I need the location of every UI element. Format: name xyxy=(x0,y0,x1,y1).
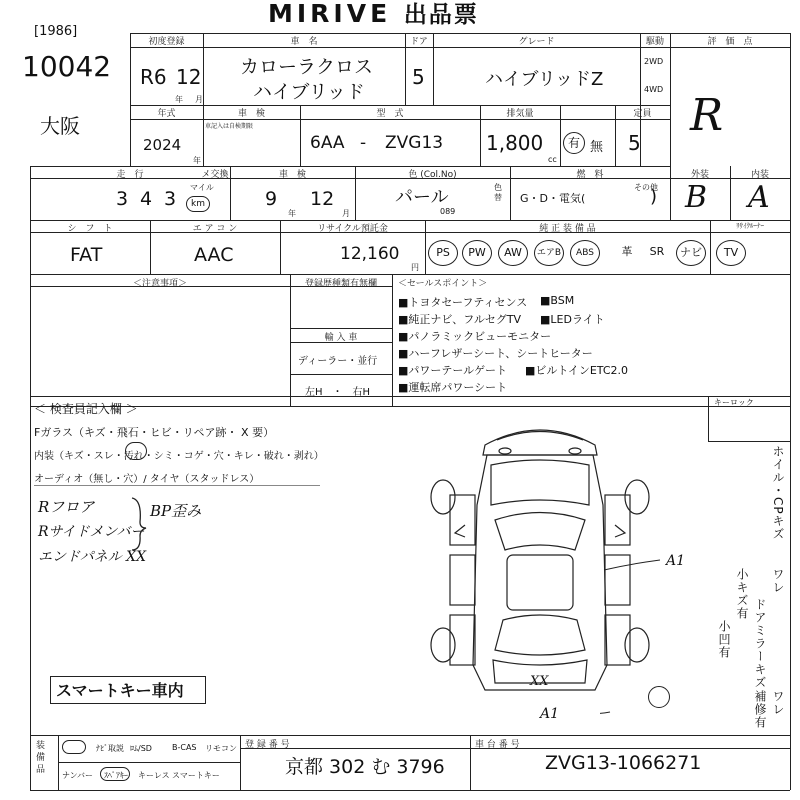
damage-mark-a1-right: A1 xyxy=(666,553,686,569)
label-key-lock: キーロック xyxy=(714,398,754,407)
label-chassis: 車 台 番 号 xyxy=(475,740,520,750)
km-circle xyxy=(186,196,210,212)
label-interior: 内装 xyxy=(750,170,769,180)
inspection-year-suffix: 年 xyxy=(288,209,296,218)
chassis-number: ZVG13-1066271 xyxy=(545,752,702,774)
handwritten-note-2: Rサイドメンバー xyxy=(38,524,145,540)
loading-circle-2 xyxy=(100,767,130,781)
aircon-value: AAC xyxy=(194,244,234,266)
color-value: パール xyxy=(395,187,449,208)
legend-vertical-1: ホイル・CPキズ xyxy=(771,445,785,541)
equipment-item: SR xyxy=(649,245,665,258)
label-meter-change: メ交換 xyxy=(201,170,229,180)
grade-value: ハイブリッドZ xyxy=(485,69,604,90)
sales-point-7: ■パワーテールゲート xyxy=(398,364,507,377)
mu-label: 無 xyxy=(590,140,604,155)
dealer-parallel: ディーラー・並行 xyxy=(298,356,378,367)
drive-2wd: 2WD xyxy=(644,57,664,66)
damage-mark-xx: XX xyxy=(530,674,549,689)
venue: 大阪 xyxy=(40,114,80,138)
model-year-value: 2024 xyxy=(143,136,182,154)
model-year-suffix: 年 xyxy=(193,156,201,165)
inspector-line-1: Fガラス（キズ・飛石・ヒビ・リペア跡・ X 要） xyxy=(34,426,275,439)
legend-vertical-5: 小キズ有 xyxy=(735,568,749,620)
sales-point-3: ■純正ナビ、フルセグTV xyxy=(398,313,522,326)
label-recycle: リサイクル預託金 xyxy=(317,224,388,234)
model-dash: - xyxy=(360,133,367,153)
km-label: km xyxy=(191,199,205,209)
damage-mark-a1-bottom: A1 xyxy=(540,706,560,722)
doc-title: 出品票 xyxy=(403,2,479,28)
car-name-line1: カローラクロス xyxy=(240,56,374,78)
equipment-item: PW xyxy=(462,240,492,266)
displacement-cc: cc xyxy=(548,155,557,164)
reg-month: 12 xyxy=(176,65,202,89)
color-no: 089 xyxy=(440,207,456,216)
label-aircon: エ ア コ ン xyxy=(192,224,238,234)
model-prefix: 6AA xyxy=(310,133,345,153)
loading-item-8: スマートキー xyxy=(172,771,220,780)
fuel-options: G・D・電気( xyxy=(520,192,586,205)
label-plate: 登 録 番 号 xyxy=(245,740,290,750)
ari-label: 有 xyxy=(567,136,580,150)
label-rating: 評 価 点 xyxy=(707,37,753,47)
label-mileage: 走 行 xyxy=(116,170,144,180)
handle-side: 左H ・ 右H xyxy=(305,387,371,398)
car-name-line2: ハイブリッド xyxy=(253,81,365,103)
label-displacement: 排気量 xyxy=(506,109,534,119)
label-inspection: 車 検 xyxy=(237,109,265,119)
drive-4wd: 4WD xyxy=(644,85,664,94)
equipment-item: エアB xyxy=(534,240,564,266)
plate-number: 京都 302 む 3796 xyxy=(285,756,445,778)
label-inspection2: 車 検 xyxy=(278,170,306,180)
equipment-item: ABS xyxy=(570,240,600,266)
shift-value: FAT xyxy=(70,244,103,266)
sales-point-4: ■LEDライト xyxy=(540,313,605,326)
sales-point-6: ■ハーフレザーシート、シートヒーター xyxy=(398,347,593,360)
loading-item-4: リモコン xyxy=(205,744,237,753)
capacity-value: 5 xyxy=(628,131,641,155)
inspection-note: 車記入は自検期限 xyxy=(205,123,254,130)
label-shift: シ フ ト xyxy=(67,224,113,234)
handwritten-note-4: BP歪み xyxy=(150,502,202,520)
mileage-digit-2: 4 xyxy=(140,188,153,210)
label-first-reg: 初度登録 xyxy=(148,37,185,47)
inspector-line-3: オーディオ（無し・穴）/ タイヤ（スタッドレス） xyxy=(34,474,260,485)
label-exterior: 外装 xyxy=(690,170,709,180)
fuel-close: ) xyxy=(650,186,658,207)
key-lock-circle xyxy=(648,686,670,708)
legend-vertical-7: 補修有 xyxy=(753,690,767,729)
fuel-other: その他 xyxy=(634,183,658,192)
loading-item-6: ｽﾍﾟｱｷｰ xyxy=(104,771,128,780)
legend-vertical-2: ワレ xyxy=(771,568,785,594)
label-equipment: 純 正 装 備 品 xyxy=(539,224,596,234)
handwritten-note-1: Rフロア xyxy=(38,498,95,516)
legend-vertical-6: 小凹有 xyxy=(717,620,731,659)
recycle-yen: 円 xyxy=(411,263,419,272)
reg-month-suffix: 月 xyxy=(195,95,203,104)
inspector-line-2: 内装（キズ・スレ・汚れ・シミ・コゲ・穴・キレ・破れ・剥れ） xyxy=(34,451,324,462)
score-value: R xyxy=(690,90,724,141)
equipment-item: 革 xyxy=(621,245,633,258)
sales-point-2: ■BSM xyxy=(540,294,575,307)
mileage-mile: マイル xyxy=(190,183,214,192)
label-car-name: 車 名 xyxy=(290,37,318,47)
color-change-label: 色替 xyxy=(494,183,502,202)
stain-circle xyxy=(125,442,147,460)
mileage-digit-1: 3 xyxy=(116,188,129,210)
exterior-grade: B xyxy=(685,180,708,215)
loading-item-7: キーレス xyxy=(138,771,170,780)
label-door: ドア xyxy=(410,37,428,47)
loading-item-3: B-CAS xyxy=(172,743,197,752)
legend-vertical-4: ワレ xyxy=(771,690,785,716)
label-loading: 装備品 xyxy=(36,741,46,775)
inspection-year: 9 xyxy=(265,188,278,210)
label-sales-points: ＜セールスポイント＞ xyxy=(398,279,488,289)
reg-era: R6 xyxy=(140,65,167,89)
label-fuel: 燃 料 xyxy=(576,170,604,180)
loading-item-2: ﾛﾑ/SD xyxy=(130,744,152,753)
label-model-type: 型 式 xyxy=(376,109,404,119)
door-count: 5 xyxy=(412,65,425,89)
sales-point-5: ■パノラミックビューモニター xyxy=(398,330,552,343)
label-inspector-notes: ＜ 検査員記入欄 ＞ xyxy=(34,402,138,416)
label-model-year: 年式 xyxy=(157,109,176,119)
loading-circle-1 xyxy=(62,740,86,754)
sales-point-9: ■運転席パワーシート xyxy=(398,381,508,394)
inspection-month: 12 xyxy=(310,188,335,210)
brand-name: MIRIVE xyxy=(268,0,392,28)
loading-item-5: ナンバー xyxy=(62,771,94,780)
divider-inspector xyxy=(34,485,320,486)
year-box: [1986] xyxy=(34,24,78,39)
mileage-digit-3: 3 xyxy=(164,188,177,210)
equipment-item: ナビ xyxy=(676,240,706,266)
ari-circle xyxy=(563,132,585,154)
equipment-item: TV xyxy=(716,240,746,266)
inspection-month-suffix: 月 xyxy=(342,209,350,218)
loading-item-1: ﾅﾋﾞ取説 xyxy=(96,744,124,753)
smart-key-note: スマートキー車内 xyxy=(56,681,184,700)
sales-point-8: ■ビルトインETC2.0 xyxy=(525,364,629,377)
brand-title xyxy=(268,0,479,29)
sales-point-1: ■トヨタセーフティセンス xyxy=(398,296,528,309)
brace-mark xyxy=(128,494,148,554)
equipment-item: PS xyxy=(428,240,458,266)
label-registration-history: 登録歴種類有無欄 xyxy=(304,279,377,289)
interior-grade: A xyxy=(748,180,770,215)
lot-number: 10042 xyxy=(22,50,112,83)
label-import: 輸 入 車 xyxy=(324,333,358,343)
model-code: ZVG13 xyxy=(385,133,444,153)
label-drive: 駆動 xyxy=(645,37,664,47)
recycle-fee: 12,160 xyxy=(340,244,400,264)
displacement-value: 1,800 xyxy=(486,131,544,155)
label-customer: ﾘｻｲｸﾙｰﾅｰ xyxy=(736,222,764,230)
label-color: 色 (Col.No) xyxy=(408,170,457,180)
label-notes: ＜注意事項＞ xyxy=(132,279,187,289)
reg-year-suffix: 年 xyxy=(175,95,183,104)
legend-vertical-3: ドアミラーキズ xyxy=(753,598,767,689)
label-grade: グレード xyxy=(518,37,555,47)
handwritten-note-3: エンドパネル XX xyxy=(38,549,147,565)
equipment-item: AW xyxy=(498,240,528,266)
label-capacity: 定員 xyxy=(633,109,652,119)
